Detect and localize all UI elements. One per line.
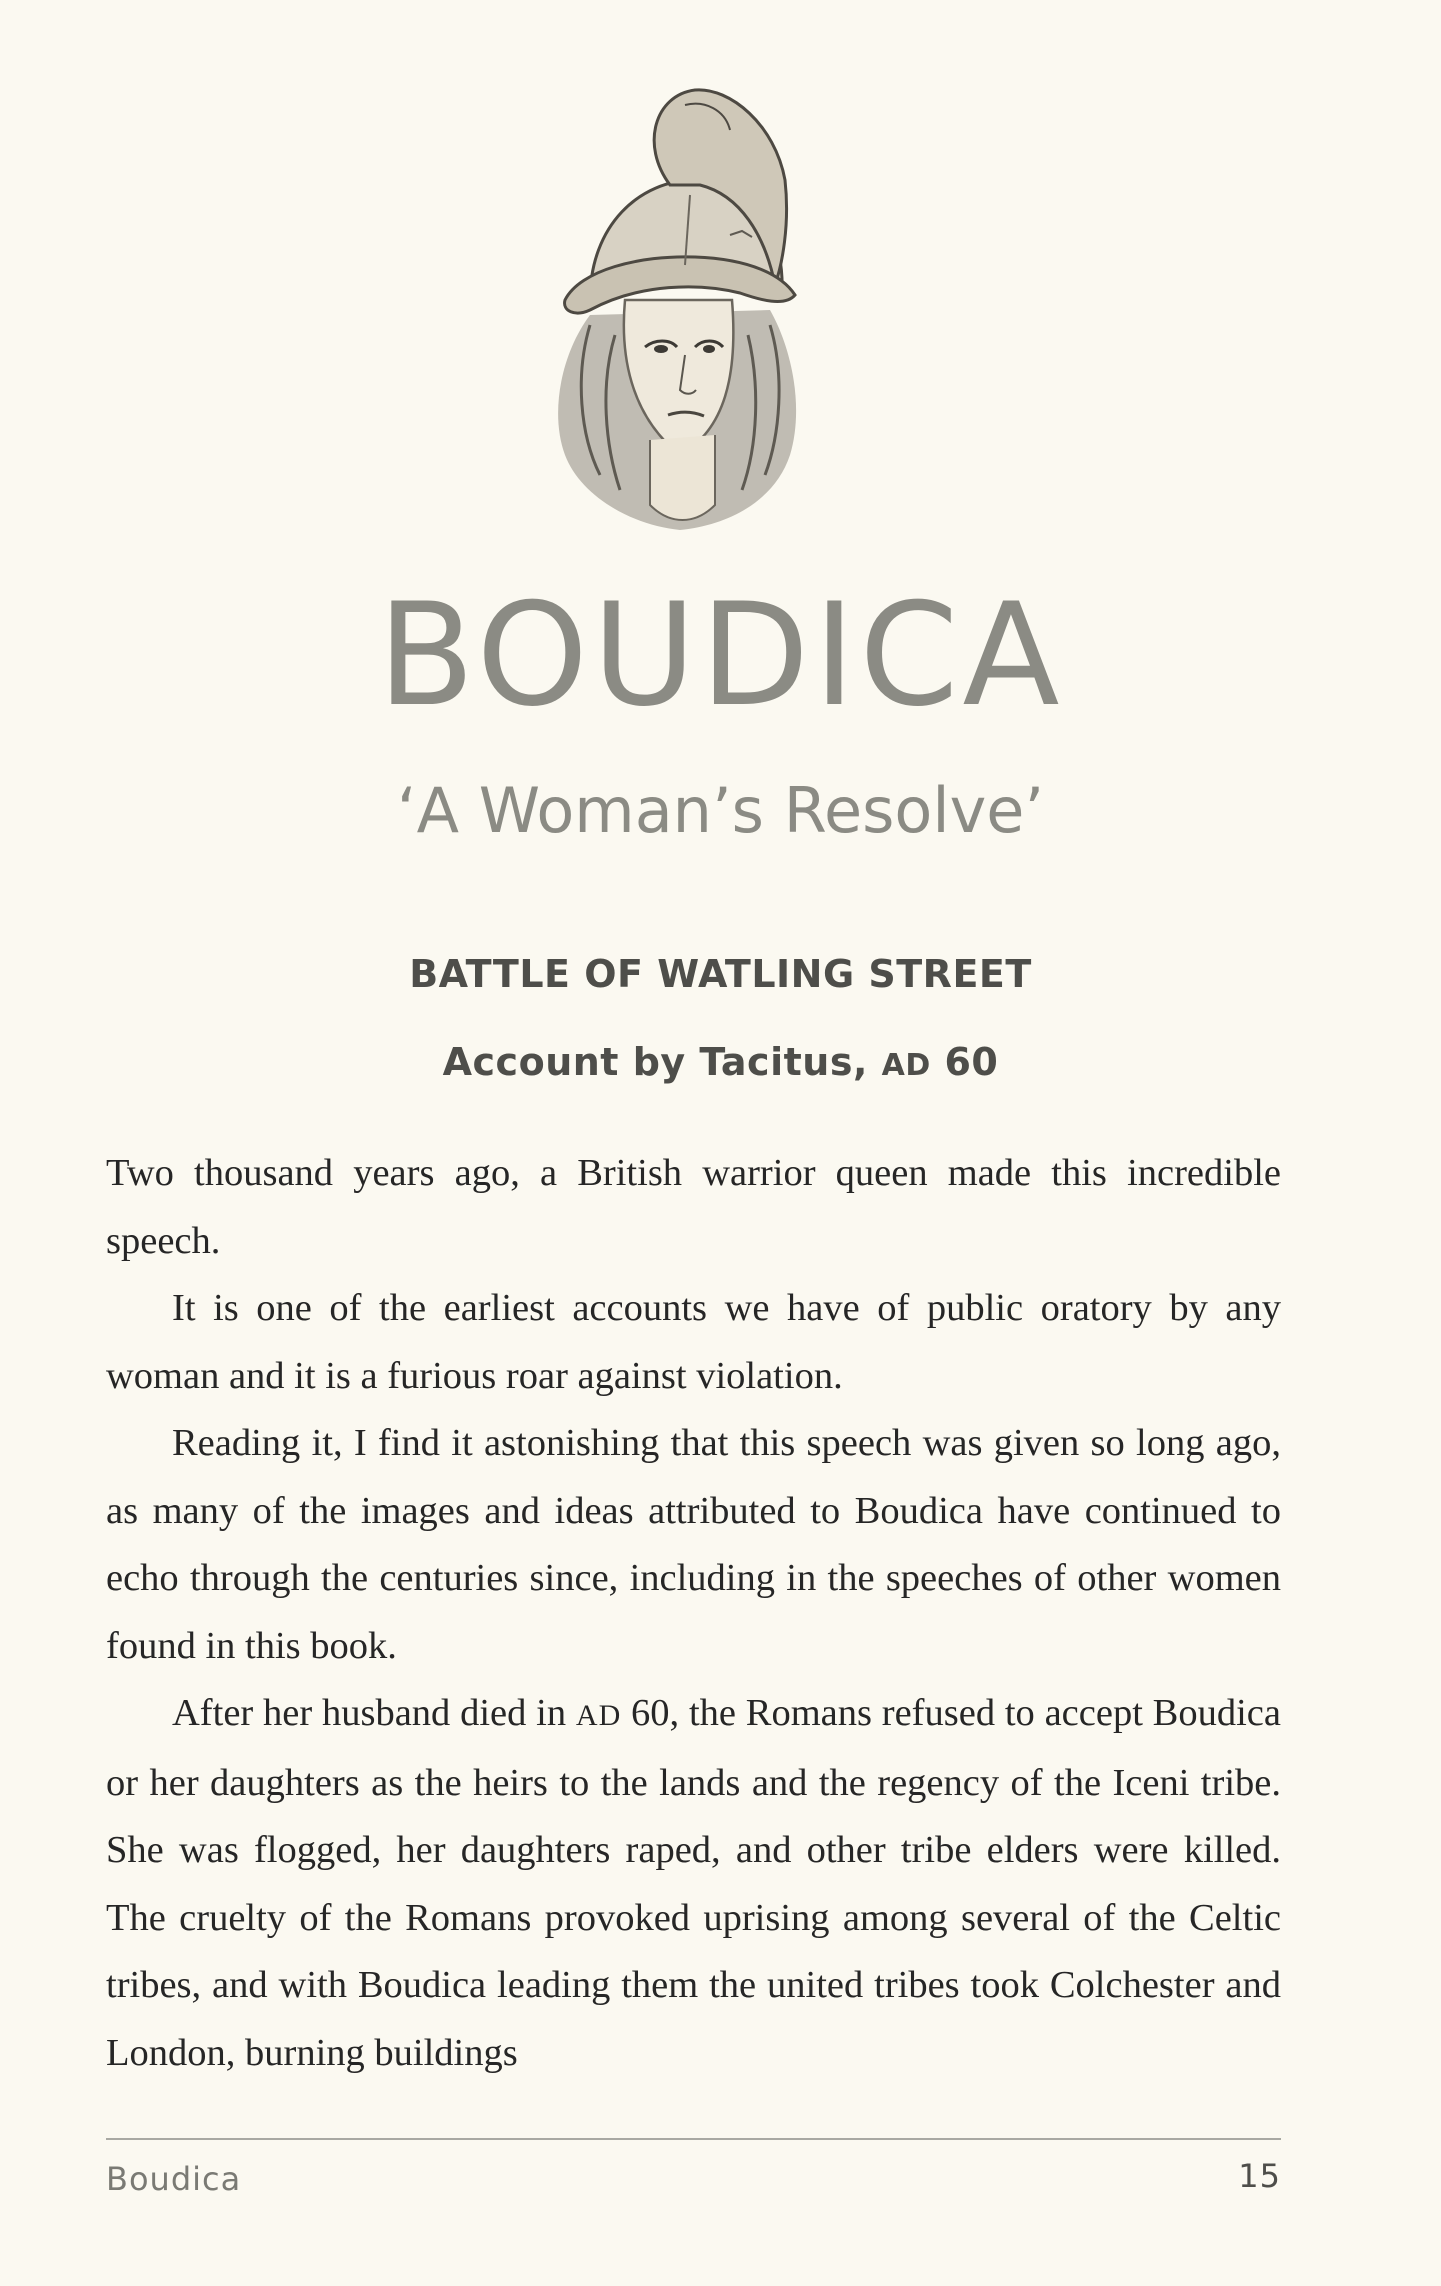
attribution-era: AD — [881, 1048, 931, 1083]
paragraph-4-after: 60, the Romans refused to accept Boudica or her daughters as the heirs to the lands and the regency of the Iceni tribe. She was flogged, her daughters raped, and other tribe elders were killed. The cruelty of the Romans provoked uprising among several of the Celtic tribes, and with Boudica leading them the united tribes took Colchester and London, burning buildings — [106, 1692, 1281, 2074]
attribution-year: 60 — [930, 1040, 999, 1084]
body-text — [106, 1140, 1281, 2087]
page-number: 15 — [1238, 2157, 1281, 2195]
section-heading: BATTLE OF WATLING STREET — [409, 952, 1032, 996]
paragraph-4 — [106, 1680, 1281, 2087]
footer-divider — [106, 2138, 1281, 2140]
paragraph-3: Reading it, I find it astonishing that this speech was given so long ago, as many of the images and ideas attributed to Boudica have continued to echo through the centuries since, including in the speeches of other women found in this book. — [106, 1422, 1281, 1667]
attribution-prefix: Account by Tacitus, — [442, 1040, 882, 1084]
paragraph-4-before: After her husband died in — [172, 1692, 576, 1734]
paragraph-1: Two thousand years ago, a British warrior queen made this incredible speech. — [106, 1152, 1281, 1262]
chapter-subtitle: ‘A Woman’s Resolve’ — [396, 774, 1045, 847]
boudica-portrait-illustration — [520, 85, 830, 565]
paragraph-2: It is one of the earliest accounts we have of public oratory by any woman and it is a furious roar against violation. — [106, 1287, 1281, 1397]
section-attribution — [0, 1040, 1441, 1084]
chapter-title: BOUDICA — [377, 573, 1064, 738]
running-head: Boudica — [106, 2160, 242, 2198]
paragraph-4-era: AD — [575, 1699, 622, 1732]
